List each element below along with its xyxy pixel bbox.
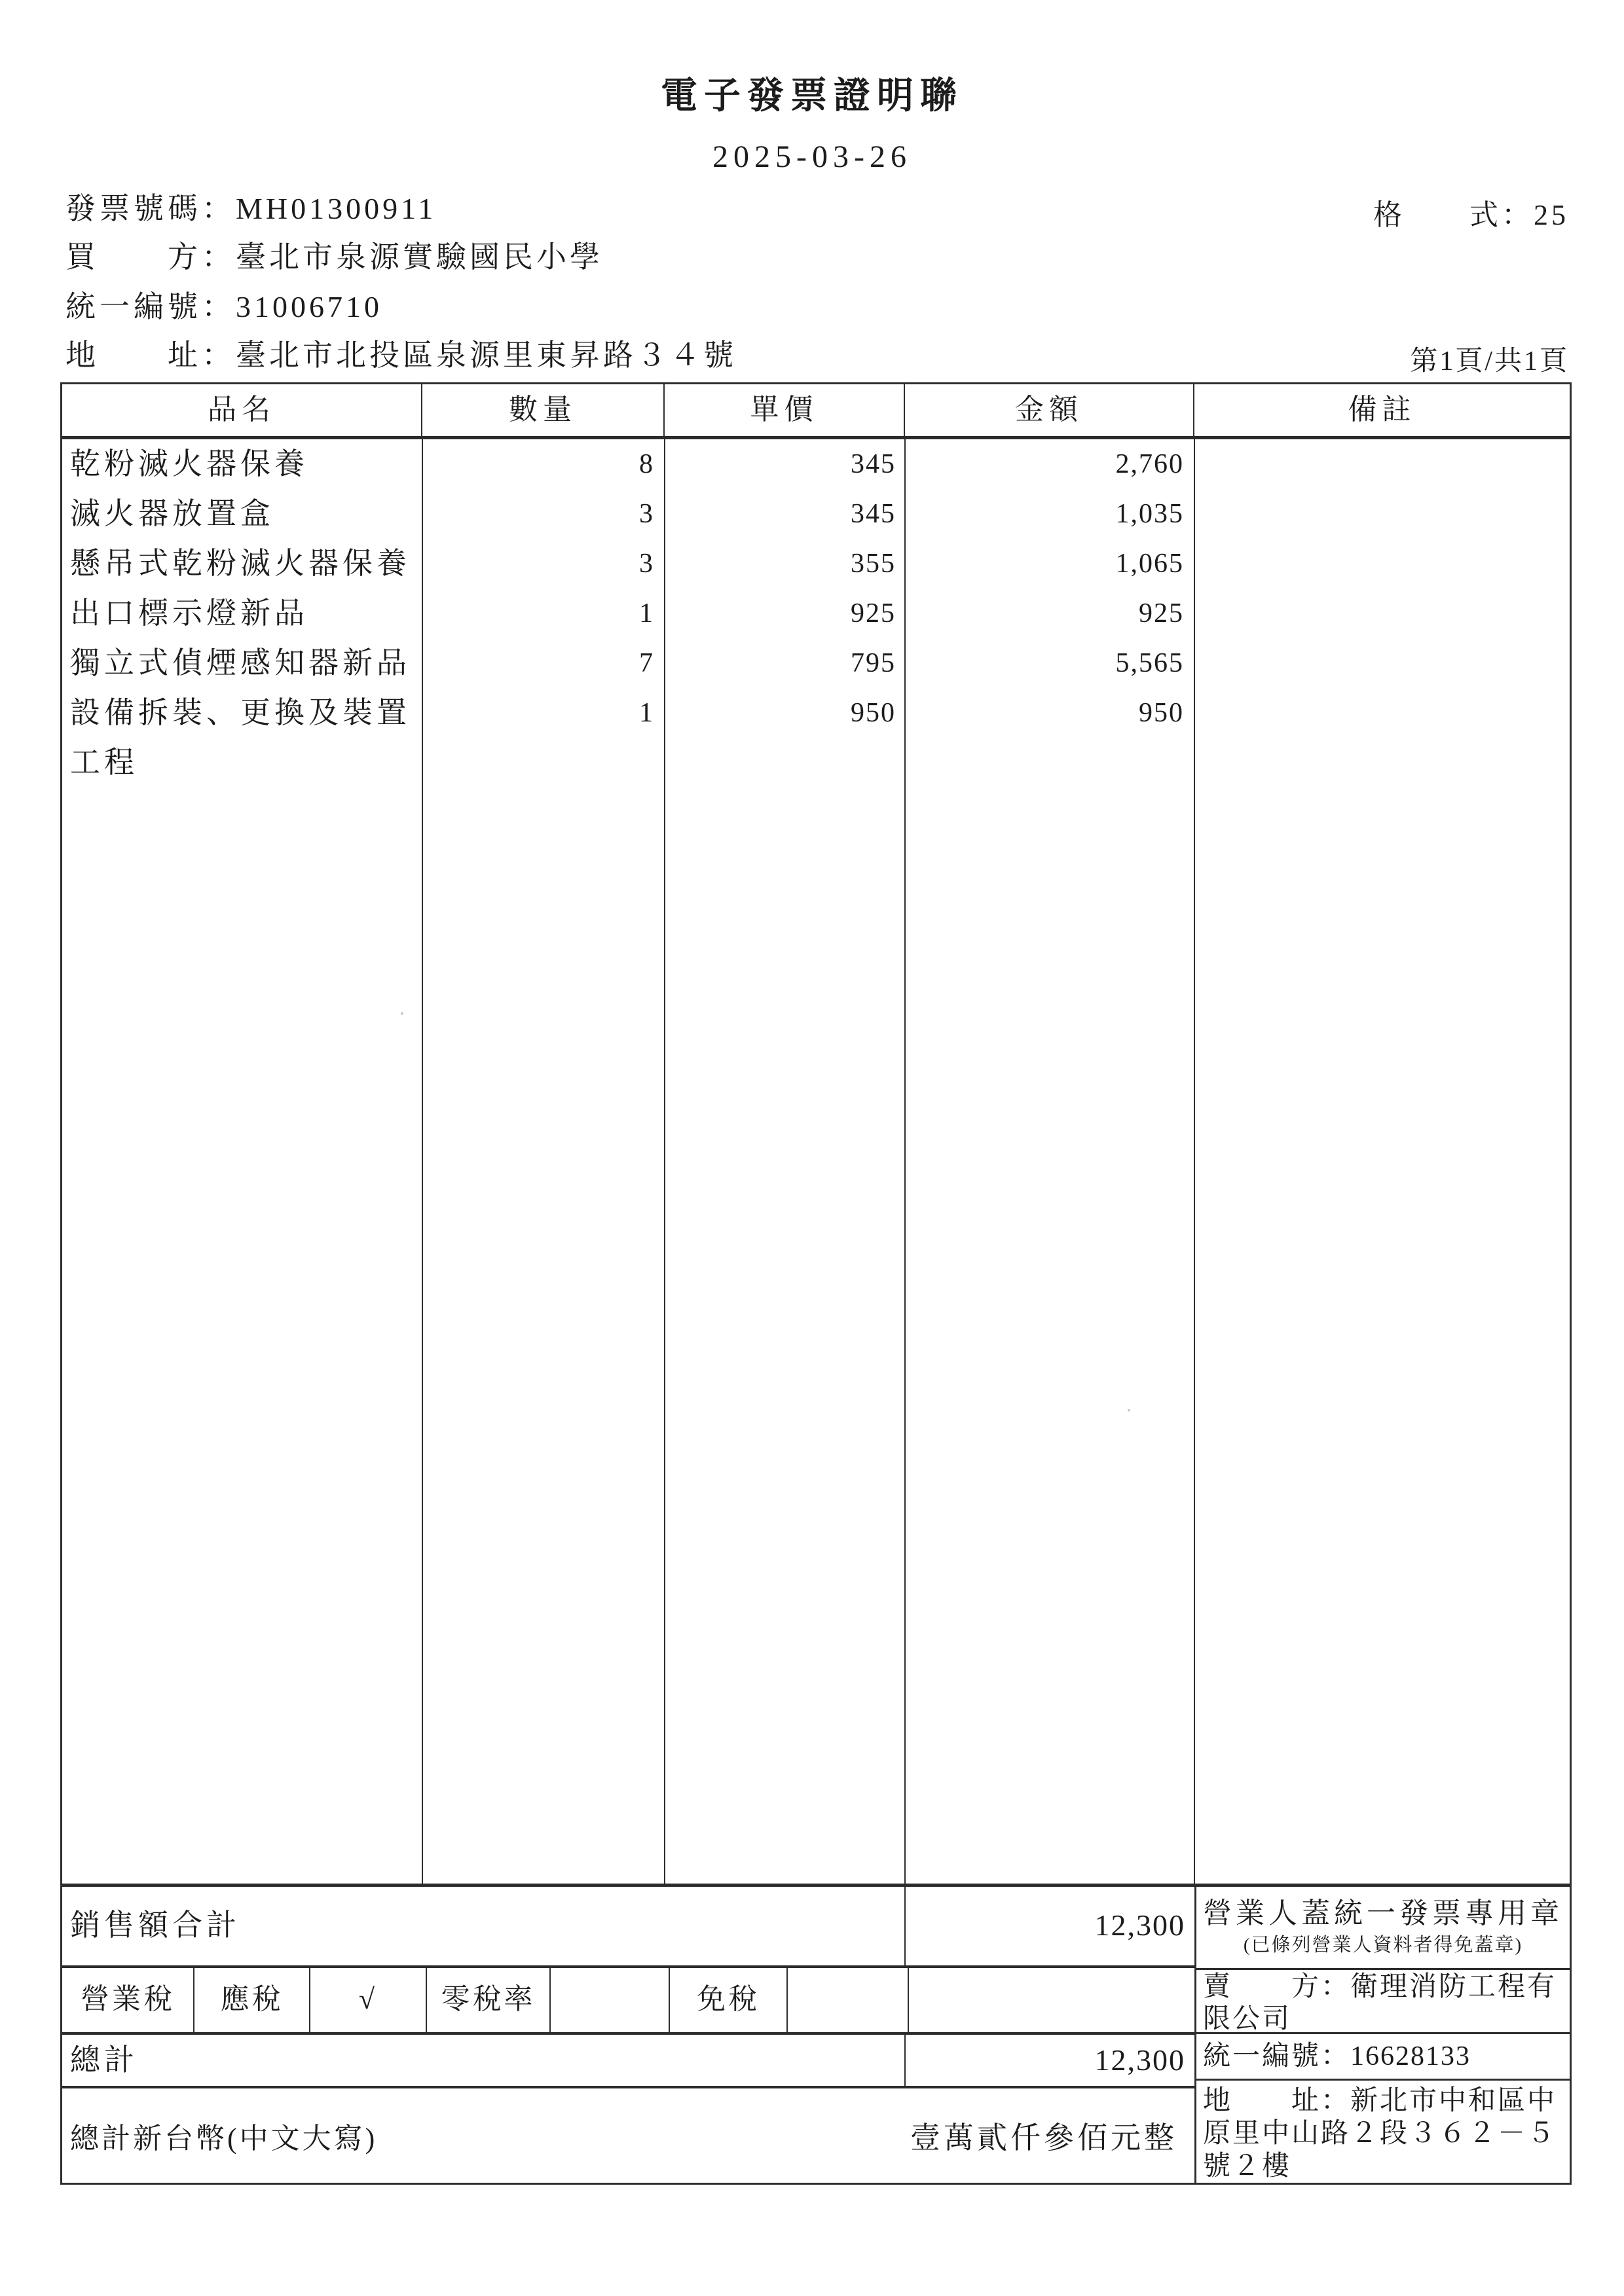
invoice-number-line xyxy=(65,191,436,227)
item-list xyxy=(62,439,1570,788)
page-indicator: 第1頁/共1頁 xyxy=(1410,346,1569,376)
grand-total-value: 12,300 xyxy=(904,2035,1194,2086)
stamp-title: 營業人蓋統一發票專用章 xyxy=(1203,1897,1563,1929)
table-row xyxy=(62,688,1570,788)
format-label: 格 式： xyxy=(1373,199,1534,231)
item-qty: 1 xyxy=(639,598,654,629)
total-in-words-row xyxy=(62,2086,1194,2183)
invoice-number-value: MH01300911 xyxy=(236,192,437,225)
buyer-tax-id-label: 統一編號： xyxy=(65,290,236,323)
item-unit-price: 925 xyxy=(851,598,896,629)
item-name: 設備拆裝、更換及裝置工程 xyxy=(70,696,411,779)
scan-speck xyxy=(401,1012,403,1015)
column-header-note: 備註 xyxy=(1348,393,1416,426)
buyer-address-line xyxy=(65,338,737,373)
item-name: 獨立式偵煙感知器新品 xyxy=(70,646,411,680)
item-amount: 950 xyxy=(1139,698,1184,728)
total-in-words-label: 總計新台幣(中文大寫) xyxy=(70,2123,378,2155)
buyer-tax-id-line xyxy=(65,289,382,325)
seller-name-row xyxy=(1196,1968,1570,2032)
column-header-name: 品名 xyxy=(62,384,422,436)
seller-address-label: 地 址： xyxy=(1203,2086,1351,2116)
item-amount: 925 xyxy=(1139,598,1184,629)
table-row xyxy=(62,638,1570,688)
item-amount: 1,035 xyxy=(1115,499,1184,529)
item-unit-price: 345 xyxy=(851,449,896,479)
sales-total-row xyxy=(62,1887,1194,1965)
scan-speck xyxy=(1128,1409,1130,1412)
seller-name-value: 衛理消防工程有限公司 xyxy=(1203,1972,1557,2034)
item-qty: 7 xyxy=(639,648,654,678)
exempt-label: 免稅 xyxy=(670,1968,788,2032)
item-unit-price: 950 xyxy=(851,698,896,728)
grand-total-label: 總計 xyxy=(70,2043,138,2077)
item-name: 乾粉滅火器保養 xyxy=(70,447,308,481)
seller-tax-id-row xyxy=(1196,2032,1570,2079)
column-header-amount: 金額 xyxy=(905,384,1194,436)
item-name: 懸吊式乾粉滅火器保養 xyxy=(70,547,411,580)
zero-rate-checkbox-cell xyxy=(551,1968,670,2032)
exempt-checkbox-cell xyxy=(788,1968,909,2032)
item-qty: 3 xyxy=(639,549,654,579)
format-line xyxy=(1373,191,1569,233)
sales-total-label: 銷售額合計 xyxy=(70,1908,240,1942)
buyer-address-value: 臺北市北投區泉源里東昇路３４號 xyxy=(236,338,737,372)
buyer-address-label: 地 址： xyxy=(65,338,236,372)
taxable-label: 應稅 xyxy=(194,1968,310,2032)
tax-row xyxy=(62,1965,1194,2032)
seller-tax-id-label: 統一編號： xyxy=(1203,2041,1351,2071)
item-amount: 2,760 xyxy=(1115,449,1184,479)
table-row xyxy=(62,589,1570,638)
item-amount: 5,565 xyxy=(1115,648,1184,678)
table-body xyxy=(62,439,1570,1884)
total-in-words-value: 壹萬貳仟參佰元整 xyxy=(910,2121,1177,2155)
invoice-date: 2025-03-26 xyxy=(712,139,912,174)
seller-tax-id-value: 16628133 xyxy=(1350,2041,1471,2071)
column-header-qty: 數量 xyxy=(422,384,665,436)
seller-panel xyxy=(1194,1887,1570,2183)
taxable-check-mark: √ xyxy=(310,1968,427,2032)
column-header-unit-price: 單價 xyxy=(665,384,905,436)
item-qty: 8 xyxy=(639,449,654,479)
item-amount: 1,065 xyxy=(1115,549,1184,579)
seller-address-value: 新北市中和區中原里中山路２段３６２－５號２樓 xyxy=(1203,2086,1557,2181)
invoice-number-label: 發票號碼： xyxy=(65,192,236,225)
item-unit-price: 795 xyxy=(851,648,896,678)
grand-total-row xyxy=(62,2032,1194,2086)
tax-amount-cell xyxy=(909,1968,1194,2032)
buyer-name-line xyxy=(65,240,603,275)
sales-total-value: 12,300 xyxy=(904,1887,1194,1965)
item-name: 出口標示燈新品 xyxy=(70,596,308,630)
zero-rate-label: 零稅率 xyxy=(427,1968,551,2032)
table-row xyxy=(62,439,1570,489)
stamp-area xyxy=(1196,1887,1570,1968)
item-qty: 1 xyxy=(639,698,654,728)
item-unit-price: 355 xyxy=(851,549,896,579)
invoice-table xyxy=(60,382,1572,2185)
tax-label: 營業稅 xyxy=(62,1968,194,2032)
buyer-name-value: 臺北市泉源實驗國民小學 xyxy=(236,240,603,274)
seller-address-row xyxy=(1196,2079,1570,2183)
stamp-note: (已條列營業人資料者得免蓋章) xyxy=(1243,1935,1523,1956)
table-header-row xyxy=(62,384,1570,439)
buyer-label: 買 方： xyxy=(65,240,236,274)
item-name: 滅火器放置盒 xyxy=(70,497,274,530)
seller-label: 賣 方： xyxy=(1203,1972,1351,2002)
totals-section xyxy=(62,1884,1570,2183)
table-row xyxy=(62,489,1570,539)
item-unit-price: 345 xyxy=(851,499,896,529)
document-title: 電子發票證明聯 xyxy=(661,76,963,117)
totals-left xyxy=(62,1887,1194,2183)
buyer-tax-id-value: 31006710 xyxy=(236,290,382,323)
format-value: 25 xyxy=(1534,199,1569,231)
item-qty: 3 xyxy=(639,499,654,529)
table-row xyxy=(62,539,1570,589)
